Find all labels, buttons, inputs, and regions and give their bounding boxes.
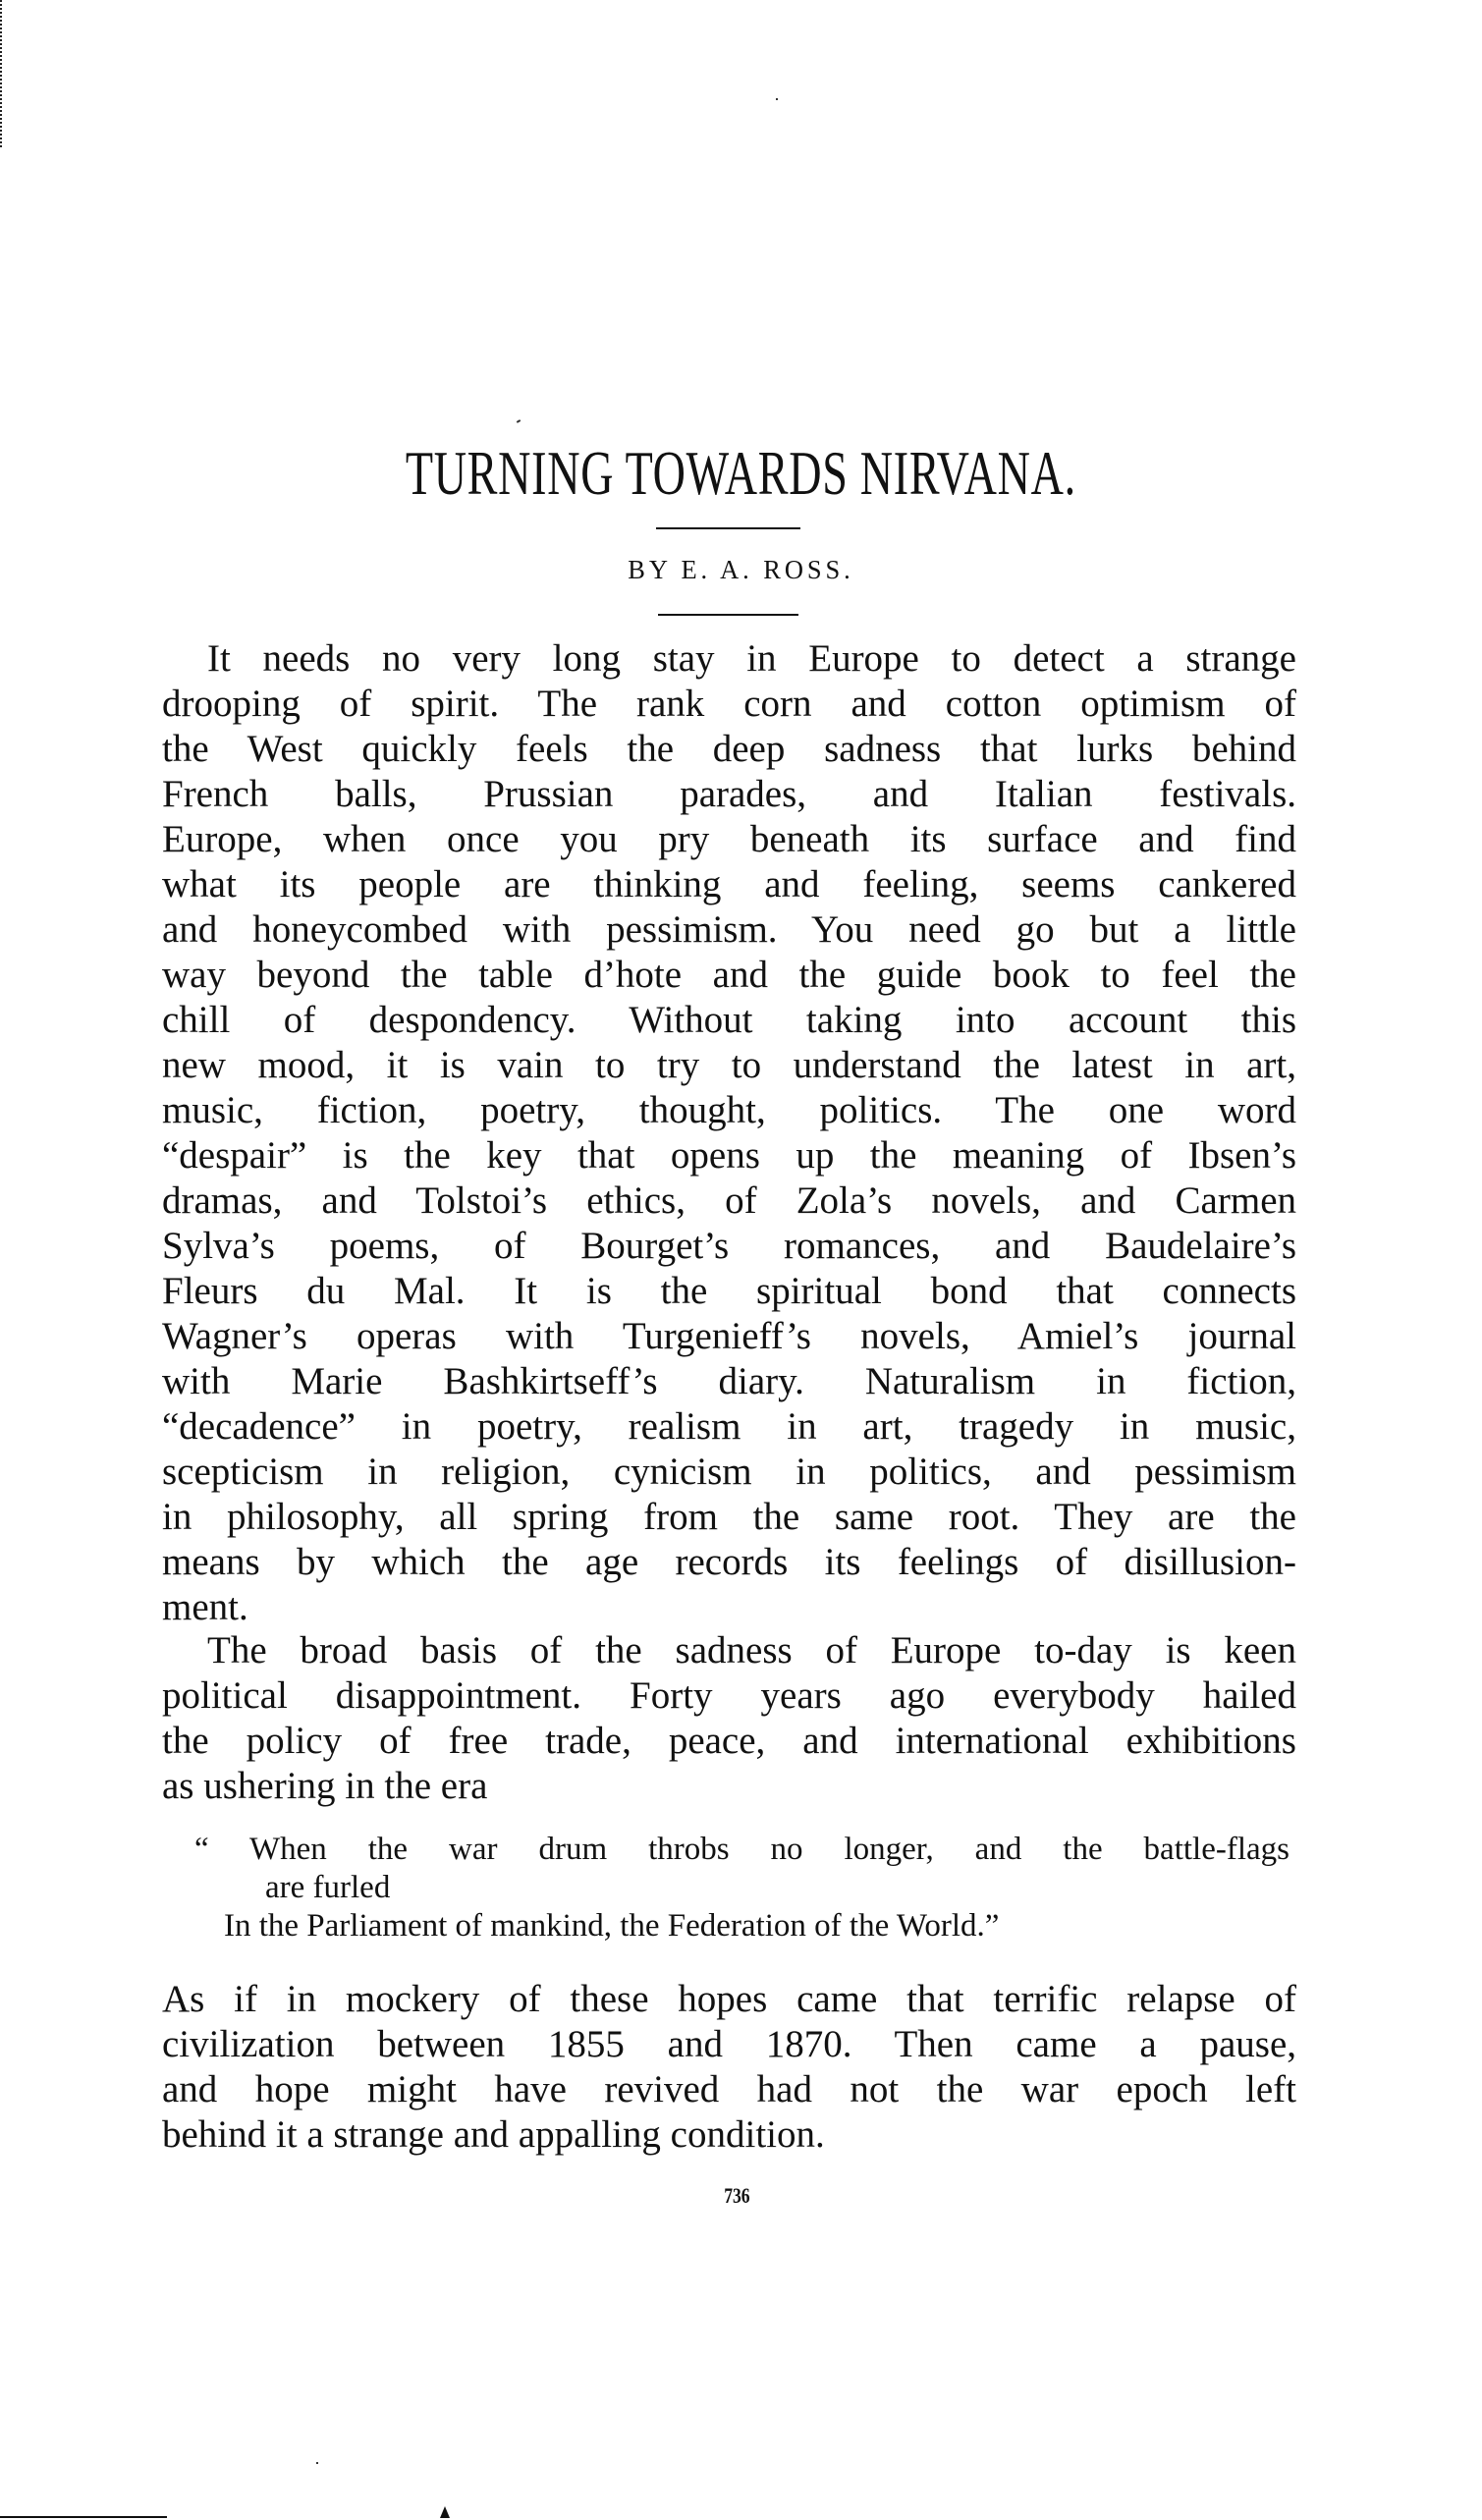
- scan-speck: [776, 98, 778, 100]
- text-line: what its people are thinking and feeling, seems cankered: [162, 863, 1296, 905]
- text-line: ment.: [162, 1586, 248, 1628]
- scan-speck: [316, 2462, 318, 2464]
- block-quotation: [194, 1831, 1290, 1945]
- page-number: 736: [724, 2183, 750, 2208]
- quote-line: are furled: [265, 1870, 391, 1905]
- text-line: behind it a strange and appalling condition.: [162, 2113, 825, 2156]
- text-line: new mood, it is vain to try to understand the latest in art,: [162, 1044, 1296, 1086]
- text-line: It needs no very long stay in Europe to detect a strange: [207, 637, 1296, 680]
- scan-edge-left: [0, 0, 4, 147]
- text-line: and hope might have revived had not the war epoch left: [162, 2068, 1296, 2110]
- byline-divider: [658, 614, 798, 616]
- text-line: with Marie Bashkirtseff’s diary. Naturalism in fiction,: [162, 1360, 1296, 1402]
- text-line: Fleurs du Mal. It is the spiritual bond that connects: [162, 1270, 1296, 1312]
- text-line: political disappointment. Forty years ago everybody hailed: [162, 1674, 1296, 1717]
- text-line: chill of despondency. Without taking into account this: [162, 999, 1296, 1041]
- text-line: Wagner’s operas with Turgenieff’s novels, Amiel’s journal: [162, 1315, 1296, 1357]
- text-line: As if in mockery of these hopes came that terrific relapse of: [162, 1978, 1296, 2020]
- scan-artifact-mark: [440, 2506, 450, 2518]
- quote-line: In the Parliament of mankind, the Federation of the World.”: [224, 1908, 1000, 1944]
- text-line: in philosophy, all spring from the same root. They are the: [162, 1496, 1296, 1538]
- text-line: as ushering in the era: [162, 1765, 488, 1807]
- text-line: and honeycombed with pessimism. You need go but a little: [162, 908, 1296, 951]
- scan-edge-bottom: [0, 2516, 167, 2518]
- text-line: dramas, and Tolstoi’s ethics, of Zola’s novels, and Carmen: [162, 1179, 1296, 1222]
- text-line: music, fiction, poetry, thought, politics. The one word: [162, 1089, 1296, 1131]
- text-line: the policy of free trade, peace, and international exhibitions: [162, 1720, 1296, 1762]
- text-line: scepticism in religion, cynicism in politics, and pessimism: [162, 1451, 1296, 1493]
- paragraph-3: [162, 1977, 1296, 2158]
- text-line: “despair” is the key that opens up the meaning of Ibsen’s: [162, 1134, 1296, 1177]
- text-line: way beyond the table d’hote and the guide book to feel the: [162, 954, 1296, 996]
- text-line: civilization between 1855 and 1870. Then came a pause,: [162, 2023, 1296, 2065]
- paragraph-1: [162, 636, 1296, 1630]
- title-divider: [656, 527, 800, 529]
- text-line: Sylva’s poems, of Bourget’s romances, and Baudelaire’s: [162, 1225, 1296, 1267]
- text-line: “decadence” in poetry, realism in art, tragedy in music,: [162, 1405, 1296, 1448]
- scan-speck: [517, 419, 521, 423]
- text-line: Europe, when once you pry beneath its surface and find: [162, 818, 1296, 860]
- author-byline: BY E. A. ROSS.: [628, 555, 854, 584]
- paragraph-2: [162, 1628, 1296, 1809]
- text-line: the West quickly feels the deep sadness that lurks behind: [162, 728, 1296, 770]
- text-line: drooping of spirit. The rank corn and cotton optimism of: [162, 683, 1296, 725]
- article-title: TURNING TOWARDS NIRVANA.: [405, 438, 1076, 508]
- text-line: means by which the age records its feelings of disillusion-: [162, 1541, 1296, 1583]
- text-line: The broad basis of the sadness of Europe to-day is keen: [207, 1629, 1296, 1671]
- text-line: French balls, Prussian parades, and Italian festivals.: [162, 773, 1296, 815]
- quote-line: “ When the war drum throbs no longer, and the battle-flags: [194, 1832, 1290, 1867]
